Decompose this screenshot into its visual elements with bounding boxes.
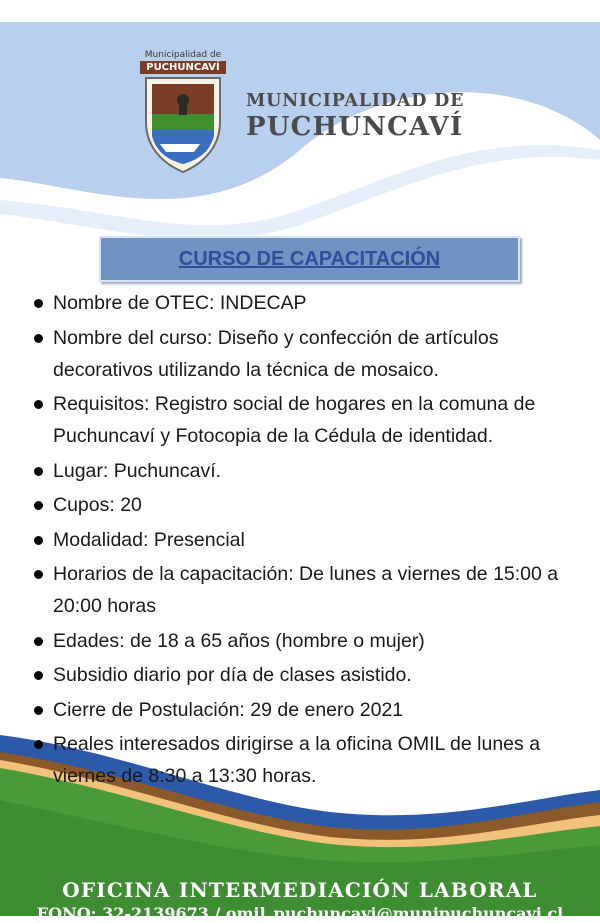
list-item: Edades: de 18 a 65 años (hombre o mujer) bbox=[24, 625, 584, 657]
list-item: Nombre de OTEC: INDECAP bbox=[24, 287, 584, 319]
list-item: Cierre de Postulación: 29 de enero 2021 bbox=[24, 694, 584, 726]
list-item: Cupos: 20 bbox=[24, 489, 584, 521]
course-heading-box bbox=[99, 236, 520, 282]
municipality-title-line1: MUNICIPALIDAD DE bbox=[246, 91, 465, 111]
logo-name-banner: PUCHUNCAVÍ bbox=[140, 61, 226, 74]
list-item: Horarios de la capacitación: De lunes a viernes de 15:00 a 20:00 horas bbox=[24, 558, 584, 622]
course-heading: CURSO DE CAPACITACIÓN bbox=[178, 247, 441, 270]
logo-caption: Municipalidad de bbox=[144, 50, 222, 60]
footer-contact: FONO: 32-2139673 / omil_puchuncavi@munipuchuncavi.cl bbox=[36, 904, 564, 923]
list-item: Nombre del curso: Diseño y confección de artículos decorativos utilizando la técnica de mosaico. bbox=[24, 322, 584, 386]
list-item: Modalidad: Presencial bbox=[24, 524, 584, 556]
list-item: Lugar: Puchuncaví. bbox=[24, 455, 584, 487]
footer-office-title: OFICINA INTERMEDIACIÓN LABORAL bbox=[62, 878, 538, 902]
list-item: Subsidio diario por día de clases asistido. bbox=[24, 659, 584, 691]
list-item: Reales interesados dirigirse a la oficina OMIL de lunes a viernes de 8:30 a 13:30 horas. bbox=[24, 728, 584, 792]
logo-shield-icon bbox=[140, 74, 226, 174]
municipal-logo bbox=[138, 50, 228, 176]
list-item: Requisitos: Registro social de hogares en la comuna de Puchuncaví y Fotocopia de la Cédula de identidad. bbox=[24, 388, 584, 452]
municipality-title-line2: PUCHUNCAVÍ bbox=[246, 112, 464, 142]
course-details-list bbox=[24, 287, 584, 795]
